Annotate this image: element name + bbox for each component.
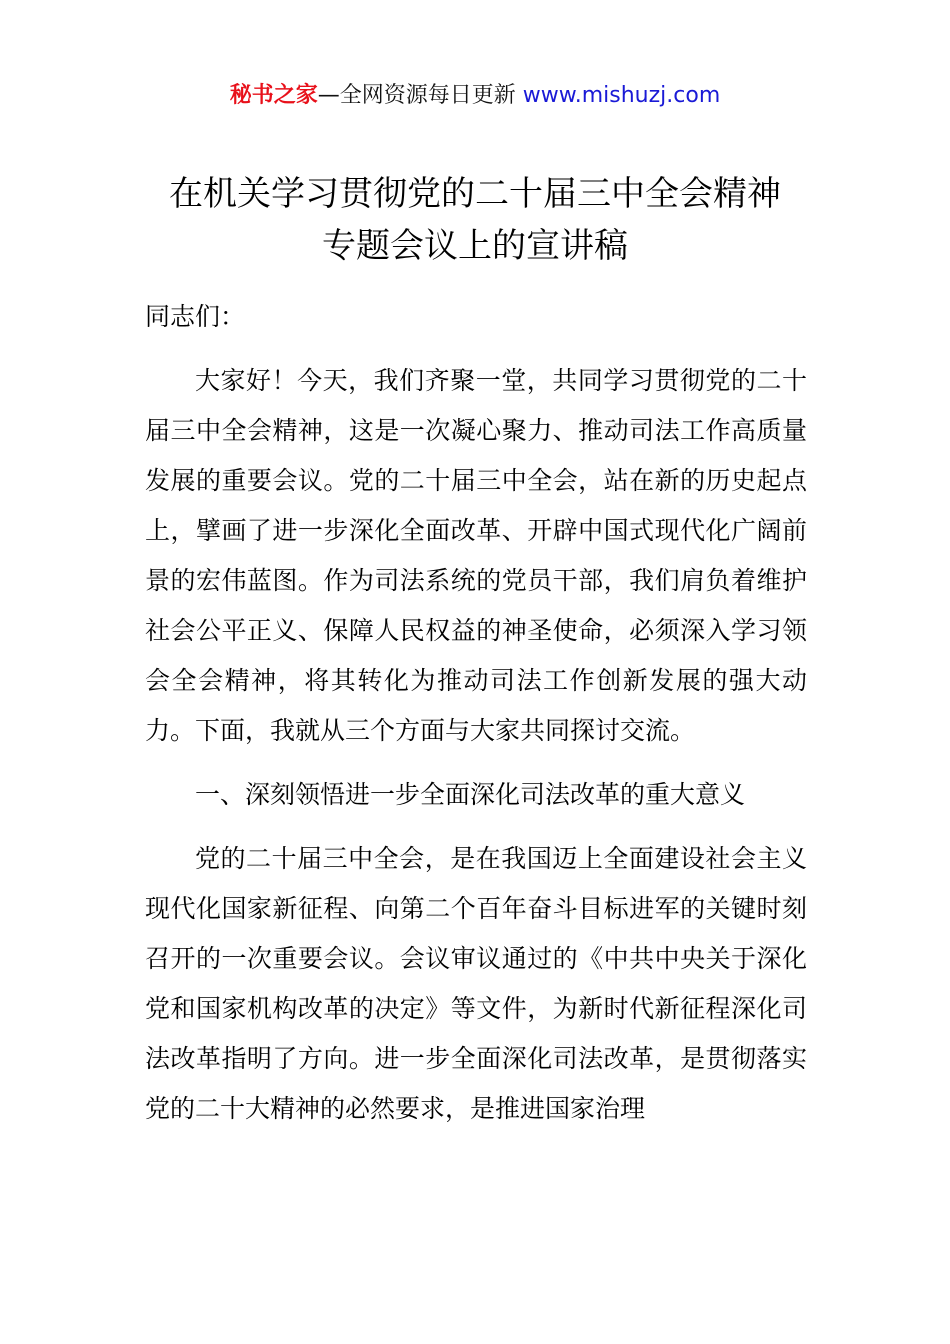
paragraph-intro: 大家好！今天，我们齐聚一堂，共同学习贯彻党的二十届三中全会精神，这是一次凝心聚力、推动司法工作高质量发展的重要会议。党的二十届三中全会，站在新的历史起点上，擘画了进一步深化全面改革、开辟中国式现代化广阔前景的宏伟蓝图。作为司法系统的党员干部，我们肩负着维护社会公平正义、保障人民权益的神圣使命，必须深入学习领会全会精神，将其转化为推动司法工作创新发展的强大动力。下面，我就从三个方面与大家共同探讨交流。 <box>145 366 807 745</box>
document-body <box>145 292 807 1134</box>
salutation: 同志们： <box>145 302 246 331</box>
site-url-link[interactable]: www.mishuzj.com <box>522 83 721 108</box>
title-line-1: 在机关学习贯彻党的二十届三中全会精神 <box>169 174 781 214</box>
paragraph-section-1: 党的二十届三中全会，是在我国迈上全面建设社会主义现代化国家新征程、向第二个百年奋斗目标进军的关键时刻召开的一次重要会议。会议审议通过的《中共中央关于深化党和国家机构改革的决定》等文件，为新时代新征程深化司法改革指明了方向。进一步全面深化司法改革，是贯彻落实党的二十大精神的必然要求，是推进国家治理 <box>145 844 807 1123</box>
title-line-2: 专题会议上的宣讲稿 <box>322 226 628 266</box>
site-tagline: —全网资源每日更新 <box>317 83 516 108</box>
site-header <box>0 80 950 112</box>
document-title <box>100 168 850 272</box>
section-heading-1: 一、深刻领悟进一步全面深化司法改革的重大意义 <box>195 780 746 809</box>
site-brand: 秘书之家 <box>229 83 318 108</box>
